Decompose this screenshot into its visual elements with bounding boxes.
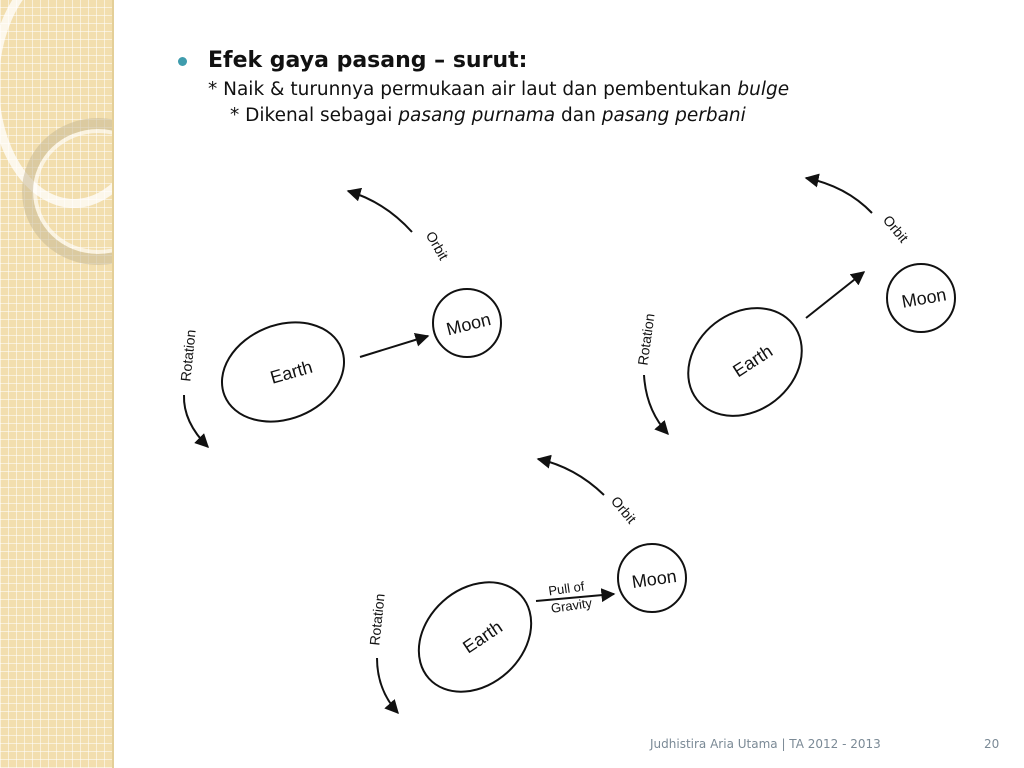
rotation-arrow [184, 395, 208, 447]
orbit-arrow [538, 459, 604, 495]
pull-of-gravity-label: Gravity [549, 595, 593, 616]
rotation-label: Rotation [366, 592, 388, 647]
moon-label: Moon [900, 284, 948, 312]
diagram-2 [634, 178, 955, 438]
orbit-label: Orbit [607, 493, 640, 527]
orbit-label: Orbit [422, 228, 452, 263]
orbit-arrow [348, 191, 412, 232]
bullet-line-tides: * Dikenal sebagai pasang purnama dan pasang perbani [230, 105, 746, 126]
moon-label: Moon [444, 309, 493, 340]
diagram-1 [177, 191, 501, 447]
rotation-arrow [644, 375, 668, 434]
diagram-3 [366, 459, 686, 714]
footer-author: Judhistira Aria Utama | TA 2012 - 2013 [650, 737, 881, 751]
bullet-line-bulge: * Naik & turunnya permukaan air laut dan pembentukan bulge [208, 79, 790, 100]
orbit-label: Orbit [879, 212, 912, 246]
moon-label: Moon [630, 566, 678, 593]
gravity-arrow [806, 272, 864, 318]
rotation-label: Rotation [634, 312, 658, 367]
earth-label: Earth [459, 616, 507, 658]
rotation-label: Rotation [177, 328, 199, 383]
gravity-arrow [360, 336, 428, 357]
pull-of-gravity-label: Pull of [547, 578, 586, 599]
slide-heading: Efek gaya pasang – surut: [208, 48, 528, 73]
earth-label: Earth [729, 340, 777, 382]
orbit-arrow [806, 178, 872, 213]
earth-label: Earth [267, 356, 315, 388]
rotation-arrow [377, 658, 398, 713]
page-number: 20 [984, 737, 1000, 751]
